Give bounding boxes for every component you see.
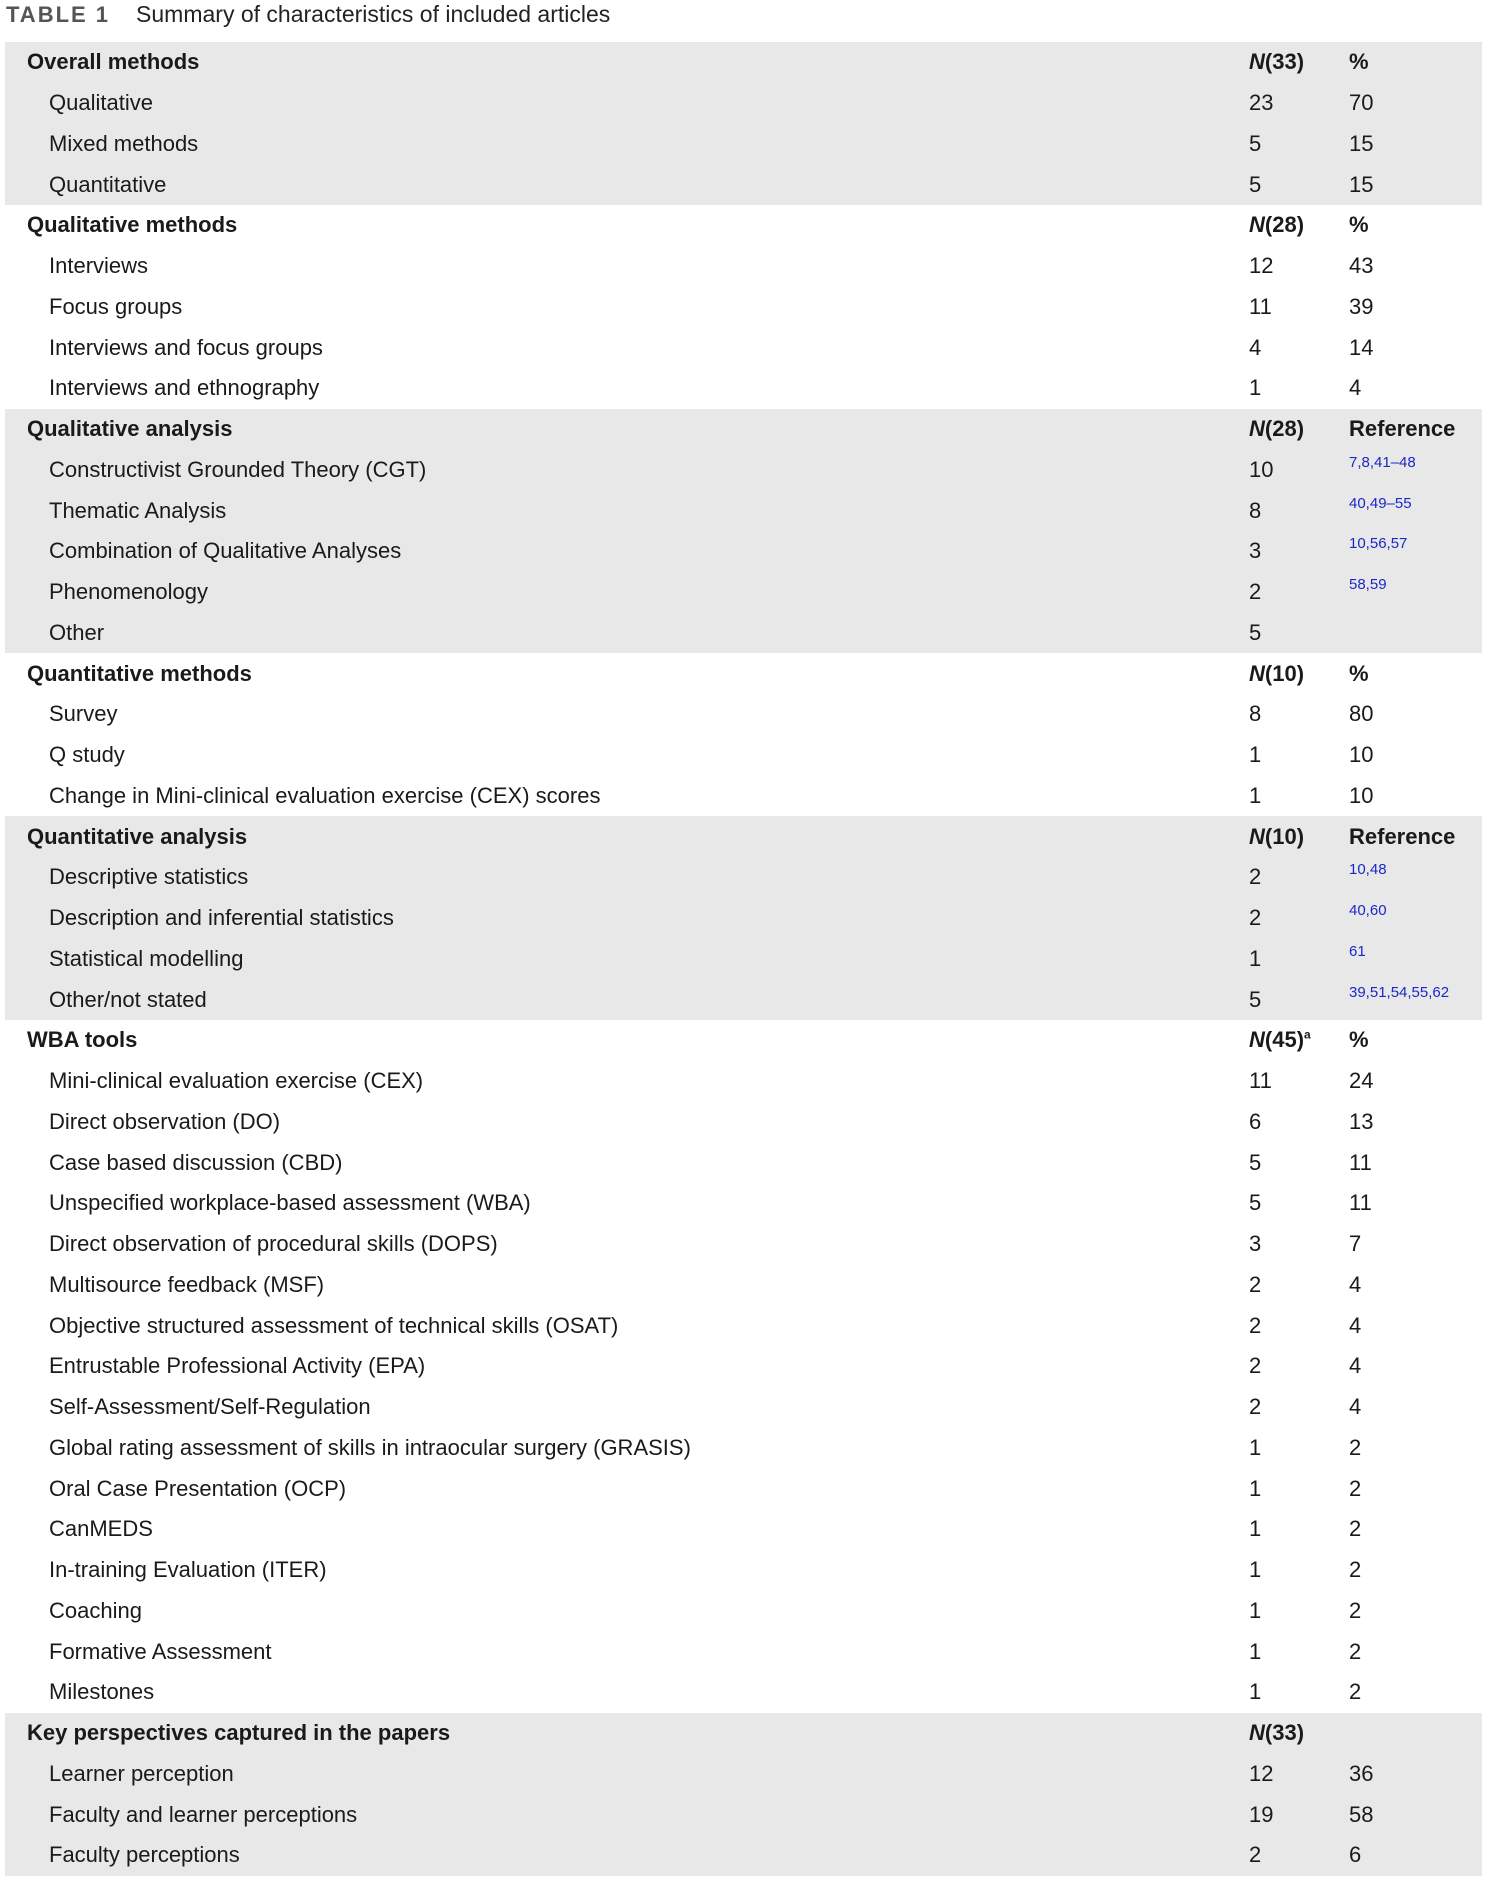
row-value: 11 (1349, 1190, 1372, 1216)
row-count: 5 (1249, 613, 1349, 654)
row-value (1349, 613, 1482, 654)
row-count: 2 (1249, 1835, 1349, 1876)
row-value: 2 (1349, 1638, 1362, 1664)
n-value: (28) (1264, 212, 1305, 238)
table-row (5, 1061, 1482, 1102)
row-label: Self-Assessment/Self-Regulation (49, 1394, 371, 1420)
table-row (5, 1224, 1482, 1265)
row-label: Phenomenology (5, 572, 1249, 613)
row-value (1349, 979, 1482, 1020)
section-n-header (1249, 409, 1349, 450)
table-row (5, 898, 1482, 939)
section-n-header (1249, 205, 1349, 246)
row-value: 36 (1349, 1754, 1482, 1795)
section-n-header (1249, 653, 1349, 694)
table-row (5, 490, 1482, 531)
row-label: Unspecified workplace-based assessment (WBA) (49, 1190, 531, 1216)
section-n-header (1249, 1020, 1349, 1061)
table-caption (6, 0, 610, 32)
row-value: 10 (1349, 742, 1374, 768)
table-row (5, 1754, 1482, 1795)
row-count: 8 (1249, 490, 1349, 531)
table-row (5, 83, 1482, 124)
n-letter: N (1249, 1720, 1265, 1746)
section-column-header: Reference (1349, 409, 1482, 450)
section-title: Key perspectives captured in the papers (5, 1713, 1249, 1754)
row-value: 13 (1349, 1108, 1374, 1134)
row-count: 3 (1249, 1231, 1262, 1257)
row-count: 2 (1249, 1394, 1262, 1420)
section-column-header (1349, 1713, 1482, 1754)
n-letter: N (1249, 1027, 1265, 1053)
row-label: Mini-clinical evaluation exercise (CEX) (49, 1068, 424, 1094)
row-value (1349, 898, 1482, 939)
table-row (5, 1591, 1482, 1632)
row-label: In-training Evaluation (ITER) (49, 1557, 327, 1583)
table-row (5, 1835, 1482, 1876)
row-count: 1 (1249, 742, 1262, 768)
row-count: 5 (1249, 979, 1349, 1020)
row-label: Statistical modelling (5, 939, 1249, 980)
table-row (5, 1265, 1482, 1306)
row-count: 2 (1249, 898, 1349, 939)
table-row (5, 368, 1482, 409)
row-label: Constructivist Grounded Theory (CGT) (5, 450, 1249, 491)
n-letter: N (1249, 49, 1265, 75)
n-letter: N (1249, 823, 1265, 849)
table-body (5, 42, 1482, 1876)
section-header-row (5, 816, 1482, 857)
row-label: Thematic Analysis (5, 490, 1249, 531)
table-row (5, 694, 1482, 735)
row-count: 1 (1249, 939, 1349, 980)
row-value: 2 (1349, 1516, 1362, 1542)
section-title: Qualitative analysis (5, 409, 1249, 450)
row-value (1349, 857, 1482, 898)
row-value (1349, 490, 1482, 531)
row-value: 14 (1349, 334, 1374, 360)
row-value: 4 (1349, 1312, 1362, 1338)
row-count: 19 (1249, 1794, 1349, 1835)
table-row (5, 979, 1482, 1020)
row-label: Interviews and focus groups (49, 334, 323, 360)
row-count: 1 (1249, 375, 1262, 401)
row-label: Objective structured assessment of technical skills (OSAT) (49, 1312, 619, 1338)
table-row (5, 1794, 1482, 1835)
row-label: Focus groups (49, 293, 183, 319)
row-label: Survey (49, 701, 118, 727)
row-count: 12 (1249, 1754, 1349, 1795)
row-value: 15 (1349, 164, 1482, 205)
table-row (5, 246, 1482, 287)
row-count: 5 (1249, 1190, 1262, 1216)
section-n-header (1249, 1713, 1349, 1754)
row-value: 2 (1349, 1557, 1362, 1583)
row-value: 6 (1349, 1835, 1482, 1876)
reference-link[interactable]: 40,49–55 (1349, 494, 1412, 512)
reference-link[interactable]: 39,51,54,55,62 (1349, 983, 1450, 1001)
row-label: Other/not stated (5, 979, 1249, 1020)
table-row (5, 939, 1482, 980)
table-row (5, 1468, 1482, 1509)
section-column-header: % (1349, 1027, 1369, 1053)
row-label: Change in Mini-clinical evaluation exercise (CEX) scores (49, 782, 601, 808)
row-label: Faculty and learner perceptions (5, 1794, 1249, 1835)
section-header-row (5, 1020, 1482, 1061)
reference-link[interactable]: 40,60 (1349, 902, 1387, 920)
row-count: 11 (1249, 1068, 1272, 1094)
row-label: Mixed methods (5, 124, 1249, 165)
row-value: 2 (1349, 1597, 1362, 1623)
reference-link[interactable]: 7,8,41–48 (1349, 453, 1416, 471)
row-count: 1 (1249, 782, 1262, 808)
table-label: TABLE 1 (6, 2, 111, 27)
row-count: 8 (1249, 701, 1262, 727)
section-title: Quantitative methods (27, 660, 252, 686)
n-value: (45) (1264, 1027, 1305, 1053)
row-label: Global rating assessment of skills in intraocular surgery (GRASIS) (49, 1434, 691, 1460)
row-label: Learner perception (5, 1754, 1249, 1795)
summary-table (5, 42, 1482, 1876)
row-label: Other (5, 613, 1249, 654)
table-row (5, 1346, 1482, 1387)
row-value: 2 (1349, 1679, 1362, 1705)
table-row (5, 450, 1482, 491)
table-title: Summary of characteristics of included articles (136, 1, 611, 27)
n-value: (33) (1264, 49, 1305, 75)
row-value: 2 (1349, 1434, 1362, 1460)
row-count: 3 (1249, 531, 1349, 572)
row-label: Q study (49, 742, 125, 768)
section-column-header: Reference (1349, 816, 1482, 857)
footnote-marker: a (1304, 1028, 1311, 1043)
row-value: 4 (1349, 1271, 1362, 1297)
section-title: Qualitative methods (27, 212, 238, 238)
row-label: Qualitative (5, 83, 1249, 124)
row-count: 2 (1249, 1271, 1262, 1297)
row-count: 5 (1249, 164, 1349, 205)
row-count: 5 (1249, 1149, 1262, 1175)
row-value: 58 (1349, 1794, 1482, 1835)
section-header-row (5, 409, 1482, 450)
row-label: Oral Case Presentation (OCP) (49, 1475, 347, 1501)
table-row (5, 613, 1482, 654)
row-count: 23 (1249, 83, 1349, 124)
row-count: 1 (1249, 1679, 1262, 1705)
section-title: Quantitative analysis (5, 816, 1249, 857)
row-count: 2 (1249, 1312, 1262, 1338)
table-row (5, 1102, 1482, 1143)
section-title: Overall methods (5, 42, 1249, 83)
n-letter: N (1249, 416, 1265, 442)
row-count: 1 (1249, 1516, 1262, 1542)
row-label: Combination of Qualitative Analyses (5, 531, 1249, 572)
table-row (5, 1631, 1482, 1672)
row-value: 2 (1349, 1475, 1362, 1501)
row-label: Interviews (49, 253, 149, 279)
n-value: (10) (1264, 660, 1305, 686)
row-count: 2 (1249, 1353, 1262, 1379)
table-row (5, 857, 1482, 898)
row-value: 4 (1349, 1353, 1362, 1379)
section-header-row (5, 205, 1482, 246)
table-row (5, 124, 1482, 165)
table-row (5, 735, 1482, 776)
table-row (5, 1550, 1482, 1591)
row-value: 7 (1349, 1231, 1362, 1257)
row-label: Milestones (49, 1679, 155, 1705)
section-column-header: % (1349, 660, 1369, 686)
row-value: 4 (1349, 375, 1362, 401)
row-value: 43 (1349, 253, 1374, 279)
row-label: Multisource feedback (MSF) (49, 1271, 325, 1297)
row-count: 1 (1249, 1597, 1262, 1623)
row-count: 1 (1249, 1434, 1262, 1460)
row-value (1349, 572, 1482, 613)
table-row (5, 776, 1482, 817)
n-letter: N (1249, 660, 1265, 686)
row-value: 4 (1349, 1394, 1362, 1420)
reference-link[interactable]: 10,56,57 (1349, 535, 1408, 553)
row-count: 1 (1249, 1638, 1262, 1664)
row-label: Direct observation of procedural skills (DOPS) (49, 1231, 498, 1257)
reference-link[interactable]: 58,59 (1349, 576, 1387, 594)
row-label: Coaching (49, 1597, 142, 1623)
table-row (5, 327, 1482, 368)
table-row (5, 1509, 1482, 1550)
section-header-row (5, 42, 1482, 83)
row-label: Description and inferential statistics (5, 898, 1249, 939)
table-row (5, 1142, 1482, 1183)
table-row (5, 572, 1482, 613)
section-column-header: % (1349, 212, 1369, 238)
row-count: 10 (1249, 450, 1349, 491)
row-label: Descriptive statistics (5, 857, 1249, 898)
row-value: 10 (1349, 782, 1374, 808)
reference-link[interactable]: 10,48 (1349, 861, 1387, 879)
row-count: 5 (1249, 124, 1349, 165)
row-count: 6 (1249, 1108, 1262, 1134)
section-title: WBA tools (27, 1027, 138, 1053)
row-label: Case based discussion (CBD) (49, 1149, 343, 1175)
row-count: 2 (1249, 857, 1349, 898)
n-value: (33) (1264, 1720, 1305, 1746)
row-value: 15 (1349, 124, 1482, 165)
table-row (5, 164, 1482, 205)
row-value (1349, 531, 1482, 572)
n-letter: N (1249, 212, 1265, 238)
row-value: 80 (1349, 701, 1374, 727)
section-column-header: % (1349, 42, 1482, 83)
table-row (5, 1183, 1482, 1224)
row-value: 11 (1349, 1149, 1372, 1175)
row-value: 70 (1349, 83, 1482, 124)
table-row (5, 287, 1482, 328)
row-count: 4 (1249, 334, 1262, 360)
table-row (5, 1387, 1482, 1428)
section-header-row (5, 653, 1482, 694)
row-value: 39 (1349, 293, 1374, 319)
row-value (1349, 939, 1482, 980)
n-value: (10) (1264, 823, 1305, 849)
section-header-row (5, 1713, 1482, 1754)
row-label: CanMEDS (49, 1516, 153, 1542)
row-label: Formative Assessment (49, 1638, 272, 1664)
n-value: (28) (1264, 416, 1305, 442)
row-count: 11 (1249, 293, 1272, 319)
row-count: 12 (1249, 253, 1274, 279)
row-value (1349, 450, 1482, 491)
reference-link[interactable]: 61 (1349, 942, 1366, 960)
row-label: Direct observation (DO) (49, 1108, 281, 1134)
row-label: Quantitative (5, 164, 1249, 205)
row-value: 24 (1349, 1068, 1374, 1094)
row-label: Entrustable Professional Activity (EPA) (49, 1353, 426, 1379)
section-n-header (1249, 42, 1349, 83)
table-row (5, 1672, 1482, 1713)
table-row (5, 1305, 1482, 1346)
section-n-header (1249, 816, 1349, 857)
row-label: Faculty perceptions (5, 1835, 1249, 1876)
row-count: 1 (1249, 1557, 1262, 1583)
table-row (5, 531, 1482, 572)
row-count: 1 (1249, 1475, 1262, 1501)
row-count: 2 (1249, 572, 1349, 613)
row-label: Interviews and ethnography (49, 375, 320, 401)
table-row (5, 1428, 1482, 1469)
